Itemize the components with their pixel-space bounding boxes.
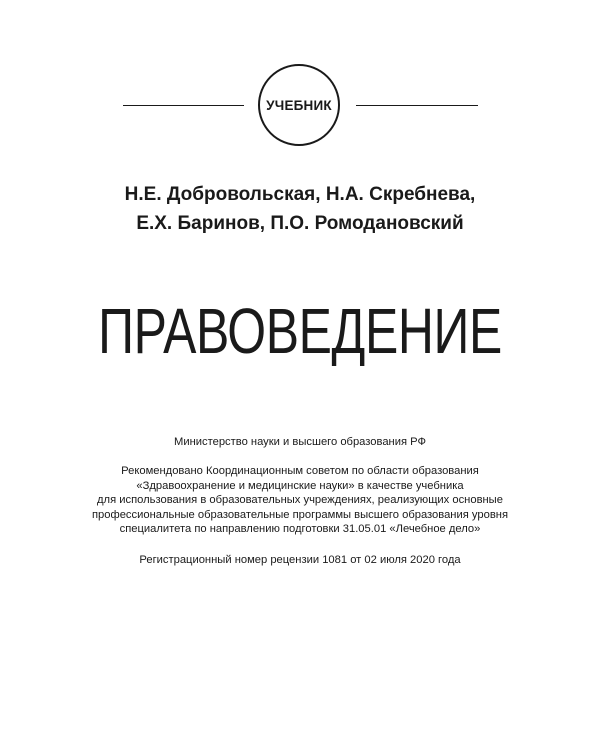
recommendation-text [0,464,600,537]
textbook-badge [258,64,340,146]
authors-line-2: Е.Х. Баринов, П.О. Ромодановский [136,213,464,234]
recommendation-line-2: «Здравоохранение и медицинские науки» в качестве учебника [136,479,464,492]
authors-line-1: Н.Е. Добровольская, Н.А. Скребнева, [124,184,476,205]
ministry-line: Министерство науки и высшего образования РФ [174,436,426,448]
textbook-badge-row [0,64,600,148]
registration-line: Регистрационный номер рецензии 1081 от 02 июля 2020 года [139,554,461,566]
textbook-badge-label: УЧЕБНИК [266,97,332,113]
recommendation-line-1: Рекомендовано Координационным советом по области образования [121,465,479,477]
book-title: ПРАВОВЕДЕНИЕ [98,295,502,367]
authors [0,180,600,238]
right-divider-line [356,105,478,106]
recommendation-line-3: для использования в образовательных учреждениях, реализующих основные [97,494,503,507]
left-divider-line [123,105,244,106]
recommendation-line-5: специалитета по направлению подготовки 31.05.01 «Лечебное дело» [119,523,481,536]
recommendation-line-4: профессиональные образовательные программы высшего образования уровня [91,508,508,521]
